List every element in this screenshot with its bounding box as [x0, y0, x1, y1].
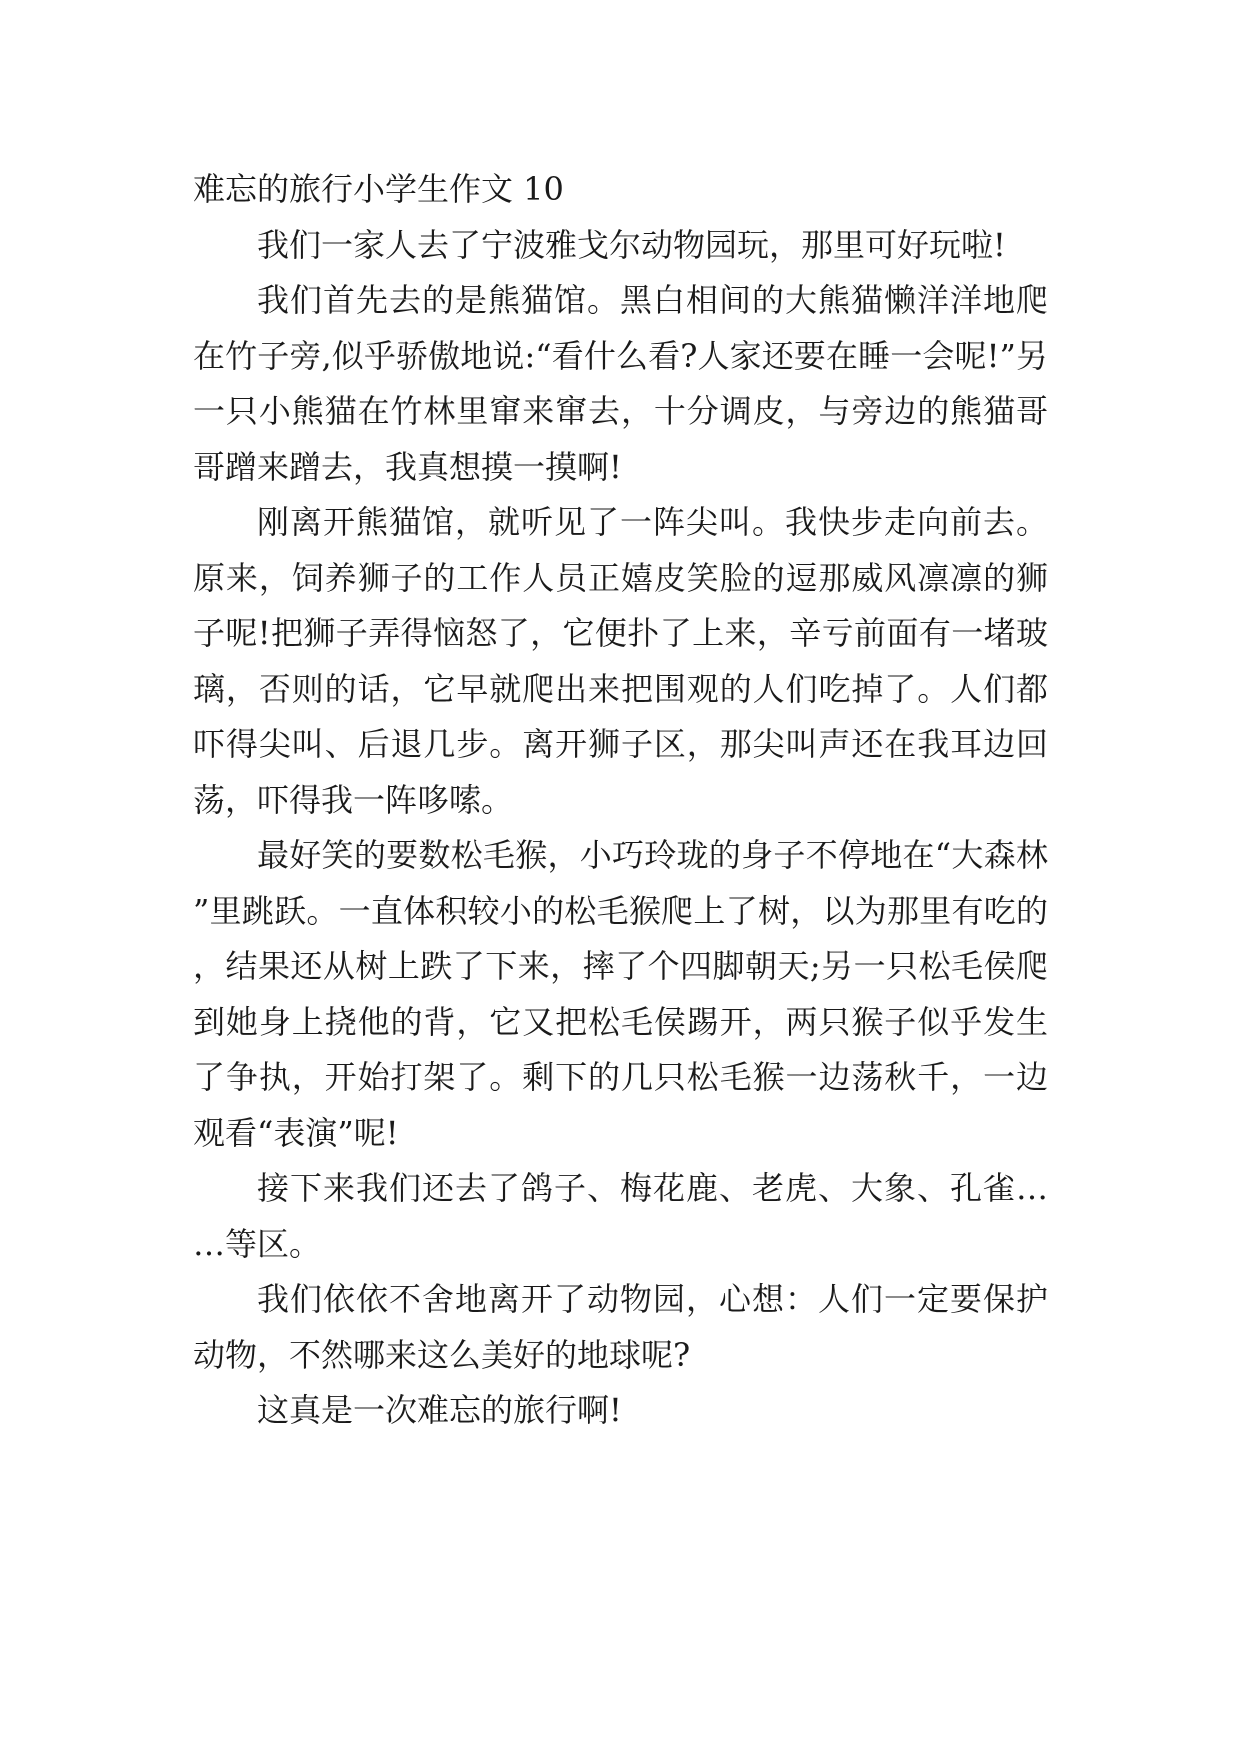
document-title: 难忘的旅行小学生作文 10: [193, 170, 564, 208]
paragraph-5: 接下来我们还去了鸽子、梅花鹿、老虎、大象、孔雀……等区。: [193, 1169, 1048, 1263]
paragraph-1: 我们一家人去了宁波雅戈尔动物园玩，那里可好玩啦!: [257, 225, 1006, 264]
document-body: [193, 162, 1048, 1439]
paragraph-3: 刚离开熊猫馆，就听见了一阵尖叫。我快步走向前去。原来，饲养狮子的工作人员正嬉皮笑脸的逗那威风凛凛的狮子呢!把狮子弄得恼怒了，它便扑了上来，辛亏前面有一堵玻璃，否则的话，它早就爬出来把围观的人们吃掉了。人们都吓得尖叫、后退几步。离开狮子区，那尖叫声还在我耳边回荡，吓得我一阵哆嗦。: [193, 503, 1048, 819]
paragraph-6: 我们依依不舍地离开了动物园，心想：人们一定要保护动物，不然哪来这么美好的地球呢?: [193, 1280, 1048, 1374]
paragraph-2: 我们首先去的是熊猫馆。黑白相间的大熊猫懒洋洋地爬在竹子旁,似乎骄傲地说:“看什么看?人家还要在睡一会呢!”另一只小熊猫在竹林里窜来窜去，十分调皮，与旁边的熊猫哥哥蹭来蹭去，我真想摸一摸啊!: [193, 281, 1048, 486]
paragraph-4: 最好笑的要数松毛猴，小巧玲珑的身子不停地在“大森林”里跳跃。一直体积较小的松毛猴爬上了树，以为那里有吃的，结果还从树上跌了下来，摔了个四脚朝天;另一只松毛侯爬到她身上挠他的背，它又把松毛侯踢开，两只猴子似乎发生了争执，开始打架了。剩下的几只松毛猴一边荡秋千，一边观看“表演”呢!: [193, 836, 1048, 1152]
paragraph-7: 这真是一次难忘的旅行啊!: [257, 1391, 622, 1429]
